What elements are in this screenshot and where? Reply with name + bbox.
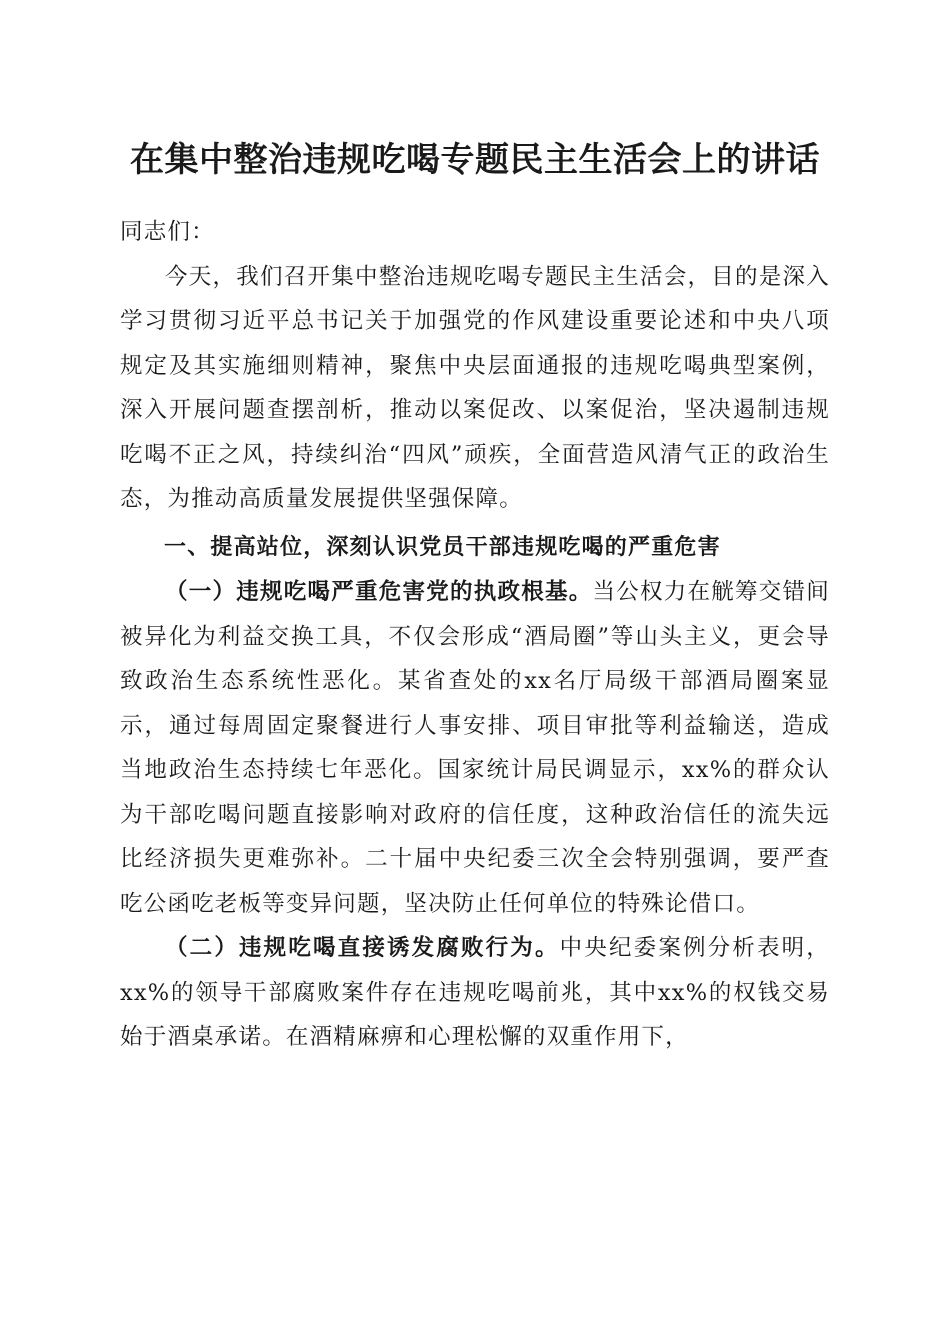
point-1-paragraph: [120, 570, 830, 926]
intro-paragraph: 今天，我们召开集中整治违规吃喝专题民主生活会，目的是深入学习贯彻习近平总书记关于加强党的作风建设重要论述和中央八项规定及其实施细则精神，聚焦中央层面通报的违规吃喝典型案例，深入开展问题查摆剖析，推动以案促改、以案促治，坚决遏制违规吃喝不正之风，持续纠治“四风”顽疾，全面营造风清气正的政治生态，为推动高质量发展提供坚强保障。: [120, 263, 830, 512]
section-1-heading: 一、提高站位，深刻认识党员干部违规吃喝的严重危害: [164, 534, 721, 560]
point-1-text: 当公权力在觥筹交错间被异化为利益交换工具，不仅会形成“酒局圈”等山头主义，更会导致政治生态系统性恶化。某省查处的xx名厅局级干部酒局圈案显示，通过每周固定聚餐进行人事安排、项目审批等利益输送，造成当地政治生态持续七年恶化。国家统计局民调显示，xx%的群众认为干部吃喝问题直接影响对政府的信任度，这种政治信任的流失远比经济损失更难弥补。二十届中央纪委三次全会特别强调，要严查吃公函吃老板等变异问题，坚决防止任何单位的特殊论借口。: [120, 579, 830, 917]
salutation: 同志们：: [120, 219, 215, 245]
document-body: [120, 210, 830, 1060]
point-1-label: （一）违规吃喝严重危害党的执政根基。: [165, 579, 593, 605]
document-title: 在集中整治违规吃喝专题民主生活会上的讲话: [130, 140, 820, 180]
point-2-label: （二）违规吃喝直接诱发腐败行为。: [165, 935, 560, 961]
point-2-paragraph: [120, 926, 830, 1060]
point-2-text: 中央纪委案例分析表明，xx%的领导干部腐败案件存在违规吃喝前兆，其中xx%的权钱交易始于酒桌承诺。在酒精麻痹和心理松懈的双重作用下，: [120, 935, 831, 1050]
